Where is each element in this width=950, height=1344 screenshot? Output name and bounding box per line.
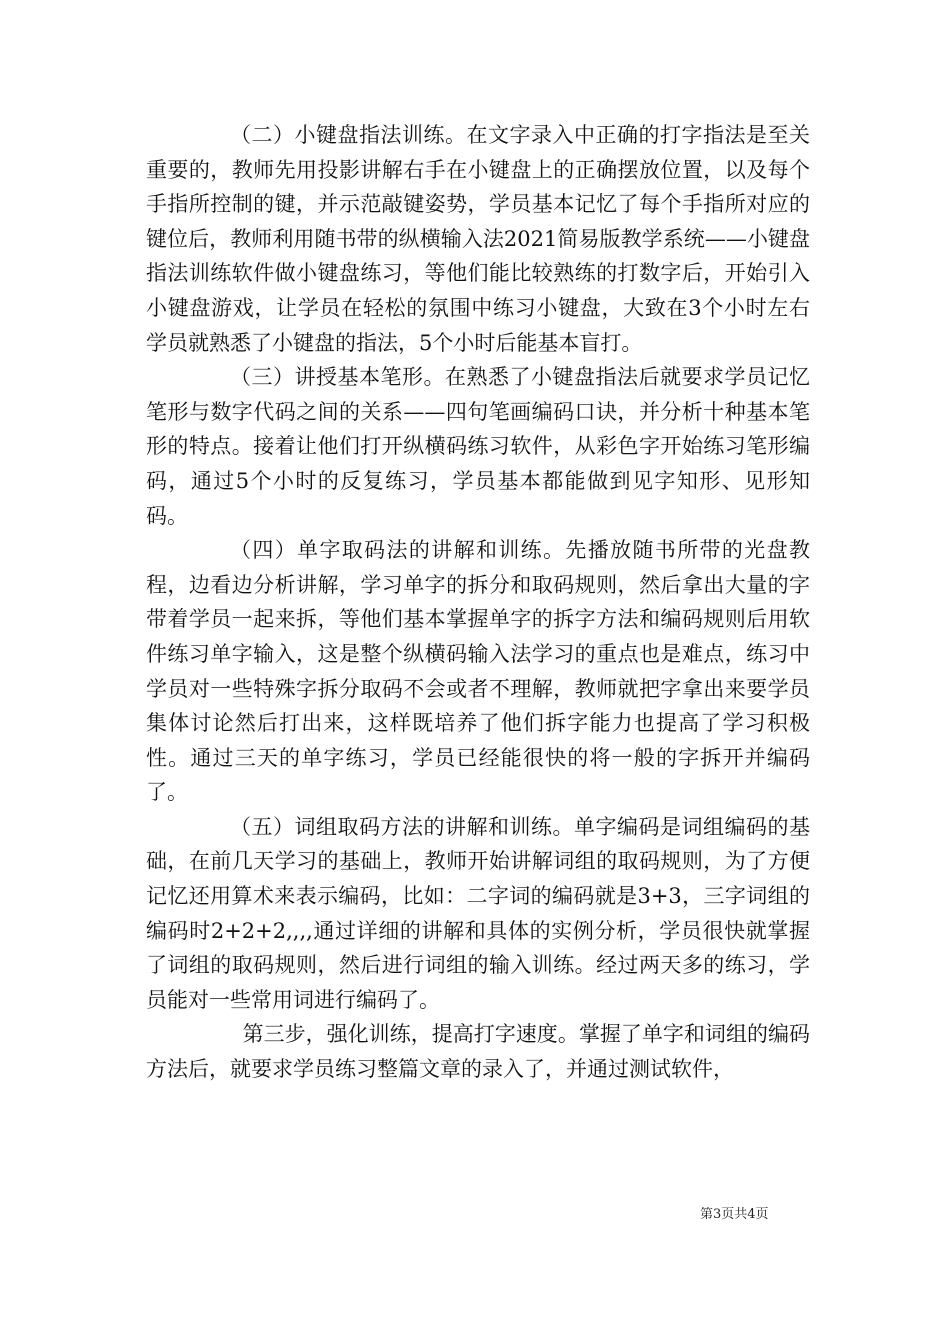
page-number-footer: 第3页共4页: [700, 1207, 769, 1222]
paragraph-single-char-coding: （四）单字取码法的讲解和训练。先播放随书所带的光盘教程，边看边分析讲解，学习单字的拆分和取码规则，然后拿出大量的字带着学员一起来拆，等他们基本掌握单字的拆字方法和编码规则后用软件练习单字输入，这是整个纵横码输入法学习的重点也是难点，练习中学员对一些特殊字拆分取码不会或者不理解，教师就把字拿出来要学员集体讨论然后打出来，这样既培养了他们拆字能力也提高了学习积极性。通过三天的单字练习，学员已经能很快的将一般的字拆开并编码了。: [146, 538, 810, 805]
document-body: [146, 118, 810, 1087]
paragraph-keypad-training: （二）小键盘指法训练。在文字录入中正确的打字指法是至关重要的，教师先用投影讲解右手在小键盘上的正确摆放位置，以及每个手指所控制的键，并示范敲键姿势，学员基本记忆了每个手指所对应的键位后，教师利用随书带的纵横输入法2021简易版教学系统——小键盘指法训练软件做小键盘练习，等他们能比较熟练的打数字后，开始引入小键盘游戏，让学员在轻松的氛围中练习小键盘，大致在3个小时左右学员就熟悉了小键盘的指法，5个小时后能基本盲打。: [146, 123, 810, 355]
paragraph-basic-strokes: （三）讲授基本笔形。在熟悉了小键盘指法后就要求学员记忆笔形与数字代码之间的关系——四句笔画编码口诀，并分析十种基本笔形的特点。接着让他们打开纵横码练习软件，从彩色字开始练习笔形编码，通过5个小时的反复练习，学员基本都能做到见字知形、见形知码。: [146, 365, 810, 528]
paragraph-step-three: 第三步，强化训练，提高打字速度。掌握了单字和词组的编码方法后，就要求学员练习整篇文章的录入了，并通过测试软件，: [146, 1022, 810, 1082]
paragraph-phrase-coding: （五）词组取码方法的讲解和训练。单字编码是词组编码的基础，在前几天学习的基础上，教师开始讲解词组的取码规则，为了方便记忆还用算术来表示编码，比如：二字词的编码就是3+3，三字词组的编码时2+2+2,,,,通过详细的讲解和具体的实例分析，学员很快就掌握了词组的取码规则，然后进行词组的输入训练。经过两天多的练习，学员能对一些常用词进行编码了。: [146, 814, 810, 1012]
